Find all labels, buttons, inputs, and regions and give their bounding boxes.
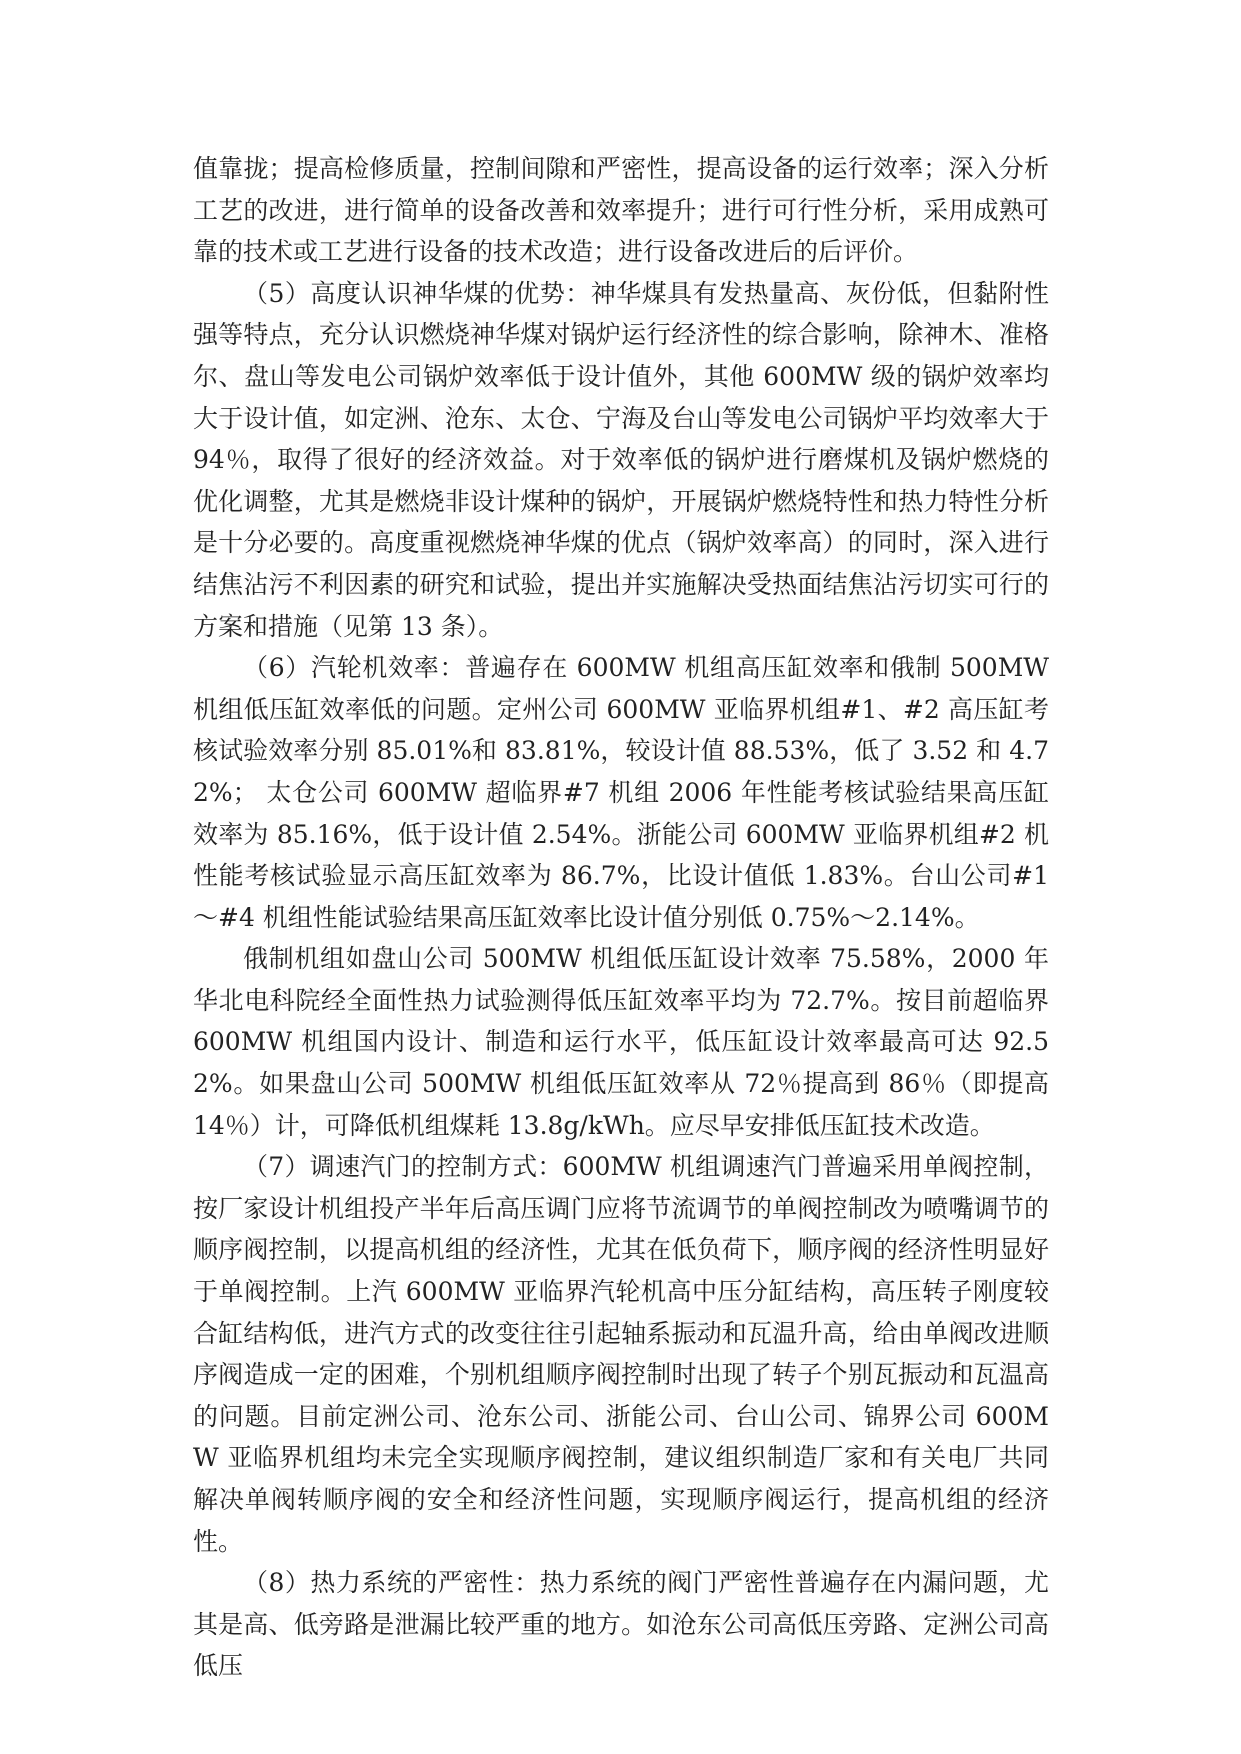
paragraph-russian-units: 俄制机组如盘山公司 500MW 机组低压缸设计效率 75.58%，2000 年华北电科院经全面性热力试验测得低压缸效率平均为 72.7%。按目前超临界 600MW 机组国内设计、制造和运行水平，低压缸设计效率最高可达 92.52%。如果盘山公司 500MW 机组低压缸效率从 72％提高到 86％（即提高 14％）计，可降低机组煤耗 13.8g/kWh。应尽早安排低压缸技术改造。: [193, 944, 1049, 1140]
paragraph-item-6: （6）汽轮机效率：普遍存在 600MW 机组高压缸效率和俄制 500MW 机组低压缸效率低的问题。定州公司 600MW 亚临界机组#1、#2 高压缸考核试验效率分别 85.01%和 83.81%，较设计值 88.53%，低了 3.52 和 4.72%； 太仓公司 600MW 超临界#7 机组 2006 年性能考核试验结果高压缸效率为 85.16%，低于设计值 2.54%。浙能公司 600MW 亚临界机组#2 机性能考核试验显示高压缸效率为 86.7%，比设计值低 1.83%。台山公司#1～#4 机组性能试验结果高压缸效率比设计值分别低 0.75%～2.14%。: [193, 653, 1049, 932]
document-body: [193, 148, 1049, 1687]
paragraph-continued: 值靠拢；提高检修质量，控制间隙和严密性，提高设备的运行效率；深入分析工艺的改进，进行简单的设备改善和效率提升；进行可行性分析，采用成熟可靠的技术或工艺进行设备的技术改造；进行设备改进后的后评价。: [193, 154, 1049, 267]
paragraph-item-5: （5）高度认识神华煤的优势：神华煤具有发热量高、灰份低，但黏附性强等特点，充分认识燃烧神华煤对锅炉运行经济性的综合影响，除神木、准格尔、盘山等发电公司锅炉效率低于设计值外，其他 600MW 级的锅炉效率均大于设计值，如定洲、沧东、太仓、宁海及台山等发电公司锅炉平均效率大于 94％，取得了很好的经济效益。对于效率低的锅炉进行磨煤机及锅炉燃烧的优化调整，尤其是燃烧非设计煤种的锅炉，开展锅炉燃烧特性和热力特性分析是十分必要的。高度重视燃烧神华煤的优点（锅炉效率高）的同时，深入进行结焦沾污不利因素的研究和试验，提出并实施解决受热面结焦沾污切实可行的方案和措施（见第 13 条）。: [193, 278, 1049, 641]
paragraph-item-8: （8）热力系统的严密性：热力系统的阀门严密性普遍存在内漏问题，尤其是高、低旁路是泄漏比较严重的地方。如沧东公司高低压旁路、定洲公司高低压: [193, 1568, 1049, 1681]
paragraph-item-7: （7）调速汽门的控制方式：600MW 机组调速汽门普遍采用单阀控制，按厂家设计机组投产半年后高压调门应将节流调节的单阀控制改为喷嘴调节的顺序阀控制，以提高机组的经济性，尤其在低负荷下，顺序阀的经济性明显好于单阀控制。上汽 600MW 亚临界汽轮机高中压分缸结构，高压转子刚度较合缸结构低，进汽方式的改变往往引起轴系振动和瓦温升高，给由单阀改进顺序阀造成一定的困难，个别机组顺序阀控制时出现了转子个别瓦振动和瓦温高的问题。目前定洲公司、沧东公司、浙能公司、台山公司、锦界公司 600MW 亚临界机组均未完全实现顺序阀控制，建议组织制造厂家和有关电厂共同解决单阀转顺序阀的安全和经济性问题，实现顺序阀运行，提高机组的经济性。: [193, 1152, 1049, 1556]
